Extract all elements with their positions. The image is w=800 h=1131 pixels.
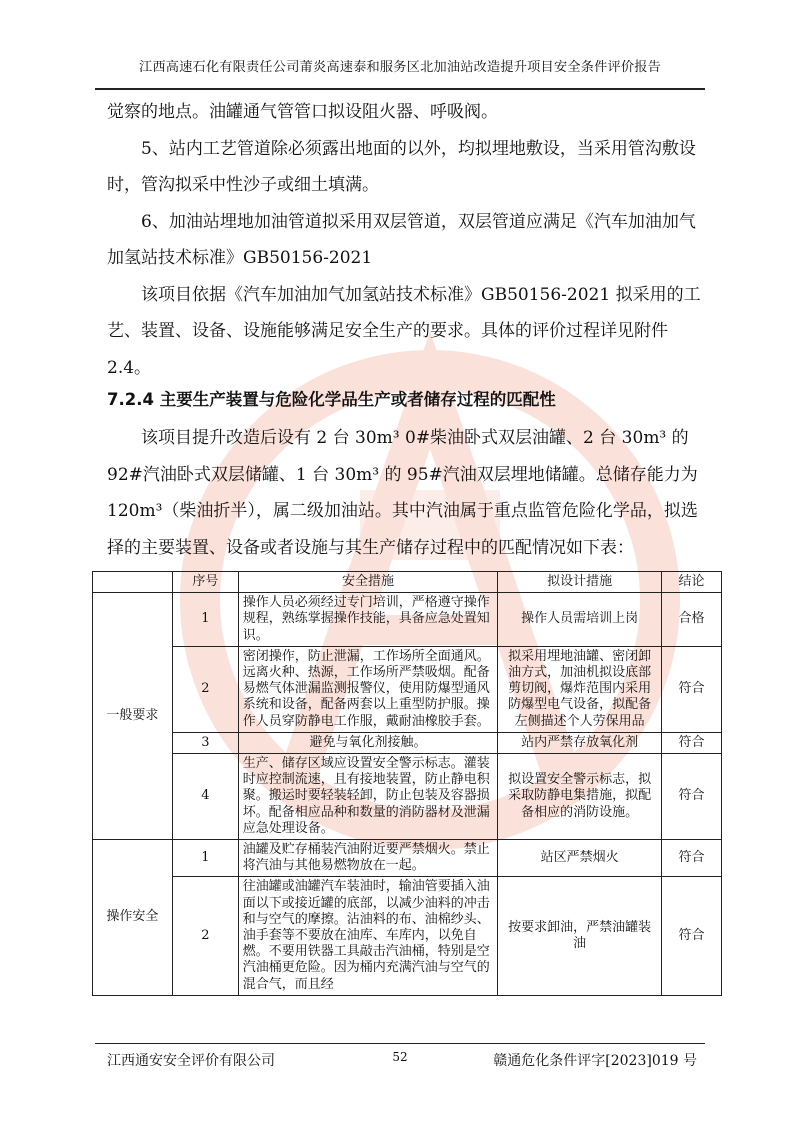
table-header-cell [93,572,173,593]
design-measure: 拟设置安全警示标志，拟采取防静电集措施，拟配备相应的消防设施。 [498,754,662,840]
paragraph-item-5: 5、站内工艺管道除必须露出地面的以外，均拟埋地敷设，当采用管沟敷设时，管沟拟采中性沙子或细土填满。 [107,138,696,195]
header-title: 江西高速石化有限责任公司莆炎高速泰和服务区北加油站改造提升项目安全条件评价报告 [138,60,662,75]
group-label: 操作安全 [93,840,173,996]
table-header-cell: 安全措施 [238,572,498,593]
row-number: 1 [172,593,238,647]
table-row [93,840,722,877]
footer-company: 江西通安安全评价有限公司 [107,1053,275,1069]
table-row [93,593,722,647]
conclusion: 符合 [662,732,722,753]
intro-paragraph: 该项目提升改造后设有 2 台 30m³ 0#柴油卧式双层油罐、2 台 30m³ 的 92#汽油卧式双层储罐、1 台 30m³ 的 95#汽油双层埋地储罐。总储存能力为 120m³（柴油折半），属二级加油站。其中汽油属于重点监管危险化学品，拟选择的主要装置、设备或者设施与其生产储存过程中的匹配情况如下表： [107,428,698,558]
row-number: 1 [172,840,238,877]
page-footer [95,1043,705,1069]
table-header-cell: 结论 [662,572,722,593]
group-label: 一般要求 [93,593,173,840]
body-text [107,94,706,386]
conclusion: 符合 [662,754,722,840]
table-row [93,646,722,732]
safety-measure: 生产、储存区域应设置安全警示标志。灌装时应控制流速，且有接地装置，防止静电积聚。搬运时要轻装轻卸，防止包装及容器损坏。配备相应品种和数量的消防器材及泄漏应急处理设备。 [238,754,498,840]
design-measure: 按要求卸油，严禁油罐装油 [498,877,662,995]
table-header-cell: 拟设计措施 [498,572,662,593]
table-row [93,754,722,840]
paragraph-conclusion: 该项目依据《汽车加油加气加氢站技术标准》GB50156-2021 拟采用的工艺、装置、设备、设施能够满足安全生产的要求。具体的评价过程详见附件 2.4。 [107,284,701,378]
safety-measure: 密闭操作，防止泄漏，工作场所全面通风。远离火种、热源，工作场所严禁吸烟。配备易燃气体泄漏监测报警仪，使用防爆型通风系统和设备，配备两套以上重型防护服。操作人员穿防静电工作服，戴耐油橡胶手套。 [238,646,498,732]
safety-measure: 避免与氧化剂接触。 [238,732,498,753]
row-number: 3 [172,732,238,753]
table-header-cell: 序号 [172,572,238,593]
table-header-row [93,572,722,593]
safety-measure: 油罐及贮存桶装汽油附近要严禁烟火。禁止将汽油与其他易燃物放在一起。 [238,840,498,877]
paragraph-continuation: 觉察的地点。油罐通气管管口拟设阻火器、呼吸阀。 [107,102,498,122]
design-measure: 操作人员需培训上岗 [498,593,662,647]
section-heading: 7.2.4 主要生产装置与危险化学品生产或者储存过程的匹配性 [107,390,556,409]
table-row [93,877,722,995]
row-number: 2 [172,646,238,732]
row-number: 4 [172,754,238,840]
safety-measure: 往油罐或油罐汽车装油时，输油管要插入油面以下或接近罐的底部，以减少油料的冲击和与空气的摩擦。沾油料的布、油棉纱头、油手套等不要放在油库、车库内，以免自燃。不要用铁器工具敲击汽油桶，特别是空汽油桶更危险。因为桶内充满汽油与空气的混合气，而且经 [238,877,498,995]
row-number: 2 [172,877,238,995]
conclusion: 合格 [662,593,722,647]
conclusion: 符合 [662,877,722,995]
matching-table [92,571,722,996]
design-measure: 拟采用埋地油罐、密闭卸油方式，加油机拟设底部剪切阀，爆炸范围内采用防爆型电气设备，拟配备左侧描述个人劳保用品 [498,646,662,732]
conclusion: 符合 [662,840,722,877]
paragraph-item-6: 6、加油站埋地加油管道拟采用双层管道，双层管道应满足《汽车加油加气加氢站技术标准》GB50156-2021 [107,211,696,268]
document-number: 赣通危化条件评字[2023]019 号 [493,1053,697,1069]
page-header [95,44,705,90]
safety-measure: 操作人员必须经过专门培训，严格遵守操作规程，熟练掌握操作技能，具备应急处置知识。 [238,593,498,647]
design-measure: 站区严禁烟火 [498,840,662,877]
design-measure: 站内严禁存放氧化剂 [498,732,662,753]
table-row [93,732,722,753]
conclusion: 符合 [662,646,722,732]
page-number: 52 [392,1050,408,1064]
